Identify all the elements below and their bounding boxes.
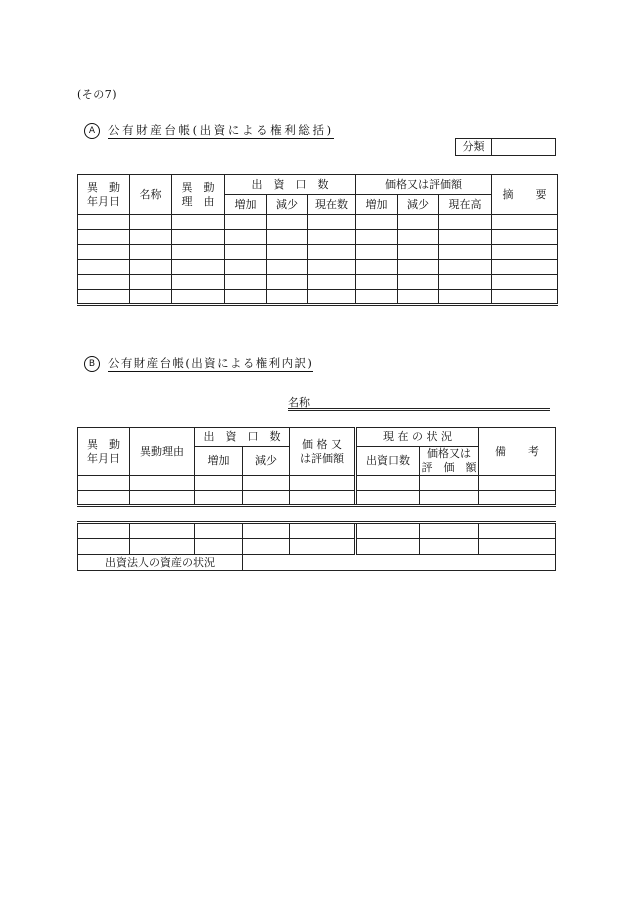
header-increase-2: 増加 — [356, 195, 398, 215]
cell[interactable] — [225, 290, 267, 305]
cell[interactable] — [130, 230, 172, 245]
cell[interactable] — [78, 260, 130, 275]
cell[interactable] — [439, 275, 492, 290]
summary-table-body — [78, 215, 558, 305]
header-price-valuation: 価格又は評価額 — [356, 175, 492, 195]
b-header-current-status: 現 在 の 状 況 — [356, 428, 479, 447]
header-increase: 増加 — [225, 195, 267, 215]
b-header-increase: 増加 — [195, 447, 243, 476]
cell[interactable] — [308, 215, 356, 230]
name-line[interactable] — [288, 394, 550, 411]
cell[interactable] — [356, 539, 420, 555]
cell[interactable] — [130, 539, 195, 555]
cell[interactable] — [479, 539, 556, 555]
cell[interactable] — [78, 491, 130, 506]
table-row — [78, 476, 556, 491]
b-header-change-date-line1: 異 動 — [87, 437, 120, 451]
cell[interactable] — [420, 476, 479, 491]
cell[interactable] — [172, 260, 225, 275]
cell[interactable] — [130, 290, 172, 305]
footer-assets-label: 出資法人の資産の状況 — [78, 555, 243, 571]
cell[interactable] — [420, 523, 479, 539]
b-header-change-date-line2: 年月日 — [87, 451, 120, 465]
cell[interactable] — [243, 523, 290, 539]
cell[interactable] — [290, 523, 356, 539]
cell[interactable] — [439, 260, 492, 275]
section-b-title-text: 公有財産台帳(出資による権利内訳) — [108, 356, 314, 370]
cell[interactable] — [290, 491, 356, 506]
cell[interactable] — [356, 476, 420, 491]
page-label: (その7) — [77, 88, 118, 101]
b-header-price-current — [420, 447, 479, 476]
cell[interactable] — [78, 275, 130, 290]
b-header-change-date — [78, 428, 130, 476]
cell[interactable] — [308, 245, 356, 260]
cell[interactable] — [195, 539, 243, 555]
cell[interactable] — [492, 290, 558, 305]
table-row — [78, 290, 558, 305]
table-row — [78, 491, 556, 506]
header-change-date — [78, 175, 130, 215]
summary-table — [77, 174, 558, 306]
b-header-remarks: 備 考 — [479, 428, 556, 476]
cell[interactable] — [172, 230, 225, 245]
cell[interactable] — [439, 245, 492, 260]
cell[interactable] — [130, 260, 172, 275]
cell[interactable] — [356, 491, 420, 506]
cell[interactable] — [479, 476, 556, 491]
b-header-price-current-line1: 価格又は — [427, 447, 471, 460]
cell[interactable] — [78, 215, 130, 230]
cell[interactable] — [267, 215, 308, 230]
cell[interactable] — [308, 260, 356, 275]
classification-field[interactable] — [492, 139, 556, 156]
header-change-reason-line1: 異 動 — [181, 180, 215, 194]
table-row — [78, 230, 558, 245]
table-row — [78, 215, 558, 230]
cell[interactable] — [225, 230, 267, 245]
cell[interactable] — [479, 523, 556, 539]
cell[interactable] — [225, 215, 267, 230]
cell[interactable] — [130, 245, 172, 260]
cell[interactable] — [308, 275, 356, 290]
cell[interactable] — [130, 476, 195, 491]
cell[interactable] — [267, 230, 308, 245]
cell[interactable] — [420, 539, 479, 555]
cell[interactable] — [439, 215, 492, 230]
classification-box — [455, 138, 556, 156]
header-current-count: 現在数 — [308, 195, 356, 215]
footer-assets-field[interactable] — [243, 555, 556, 571]
detail-table-continued — [77, 521, 556, 571]
b-header-decrease: 減少 — [243, 447, 290, 476]
b-header-price-line2: は評価額 — [300, 451, 344, 465]
cell[interactable] — [267, 275, 308, 290]
cell[interactable] — [172, 290, 225, 305]
table-row — [78, 275, 558, 290]
cell[interactable] — [308, 290, 356, 305]
cell[interactable] — [78, 245, 130, 260]
b-header-investment-units: 出 資 口 数 — [195, 428, 290, 447]
section-a-title-text: 公有財産台帳(出資による権利総括) — [108, 123, 334, 137]
cell[interactable] — [492, 260, 558, 275]
cell[interactable] — [356, 215, 398, 230]
circle-a-marker: A — [84, 123, 100, 139]
b-header-price-current-line2: 評 価 額 — [421, 461, 477, 474]
cell[interactable] — [398, 230, 439, 245]
cell[interactable] — [195, 523, 243, 539]
header-investment-units: 出 資 口 数 — [225, 175, 356, 195]
cell[interactable] — [492, 230, 558, 245]
cell[interactable] — [267, 260, 308, 275]
cell[interactable] — [398, 215, 439, 230]
header-change-date-line2: 年月日 — [87, 194, 120, 208]
cell[interactable] — [78, 523, 130, 539]
cell[interactable] — [479, 491, 556, 506]
table-row — [78, 245, 558, 260]
cell[interactable] — [78, 476, 130, 491]
cell[interactable] — [172, 245, 225, 260]
cell[interactable] — [398, 275, 439, 290]
header-summary: 摘 要 — [492, 175, 558, 215]
name-label: 名称 — [288, 396, 310, 409]
cell[interactable] — [290, 476, 356, 491]
header-change-date-line1: 異 動 — [87, 180, 120, 194]
cell[interactable] — [492, 245, 558, 260]
cell[interactable] — [78, 230, 130, 245]
cell[interactable] — [439, 230, 492, 245]
classification-label: 分類 — [456, 139, 492, 156]
cell[interactable] — [195, 491, 243, 506]
cell[interactable] — [225, 275, 267, 290]
cell[interactable] — [130, 523, 195, 539]
cell[interactable] — [267, 290, 308, 305]
cell[interactable] — [398, 260, 439, 275]
cell[interactable] — [356, 290, 398, 305]
header-change-reason-line2: 理 由 — [181, 194, 215, 208]
b-header-units-current: 出資口数 — [356, 447, 420, 476]
cell[interactable] — [172, 215, 225, 230]
cell[interactable] — [356, 230, 398, 245]
b-header-price-line1: 価 格 又 — [302, 437, 342, 451]
table-row — [78, 539, 556, 555]
cell[interactable] — [130, 215, 172, 230]
cell[interactable] — [267, 245, 308, 260]
header-decrease: 減少 — [267, 195, 308, 215]
cell[interactable] — [172, 275, 225, 290]
cell[interactable] — [492, 275, 558, 290]
cell[interactable] — [78, 539, 130, 555]
cell[interactable] — [243, 491, 290, 506]
detail-table — [77, 427, 556, 507]
cell[interactable] — [130, 275, 172, 290]
section-a-title — [84, 122, 334, 139]
header-name: 名称 — [130, 175, 172, 215]
header-decrease-2: 減少 — [398, 195, 439, 215]
cell[interactable] — [243, 539, 290, 555]
b-header-price-valuation — [290, 428, 356, 476]
header-change-reason — [172, 175, 225, 215]
cell[interactable] — [195, 476, 243, 491]
cell[interactable] — [420, 491, 479, 506]
section-b-title — [84, 355, 313, 372]
cell[interactable] — [225, 245, 267, 260]
b-header-change-reason: 異動理由 — [130, 428, 195, 476]
cell[interactable] — [308, 230, 356, 245]
cell[interactable] — [290, 539, 356, 555]
table-row — [78, 260, 558, 275]
cell[interactable] — [243, 476, 290, 491]
cell[interactable] — [398, 245, 439, 260]
cell[interactable] — [439, 290, 492, 305]
footer-row — [78, 555, 556, 571]
cell[interactable] — [356, 245, 398, 260]
circle-b-marker: B — [84, 356, 100, 372]
cell[interactable] — [356, 260, 398, 275]
cell[interactable] — [398, 290, 439, 305]
header-current-amount: 現在高 — [439, 195, 492, 215]
cell[interactable] — [130, 491, 195, 506]
table-row — [78, 523, 556, 539]
cell[interactable] — [78, 290, 130, 305]
cell[interactable] — [356, 275, 398, 290]
cell[interactable] — [225, 260, 267, 275]
cell[interactable] — [356, 523, 420, 539]
cell[interactable] — [492, 215, 558, 230]
